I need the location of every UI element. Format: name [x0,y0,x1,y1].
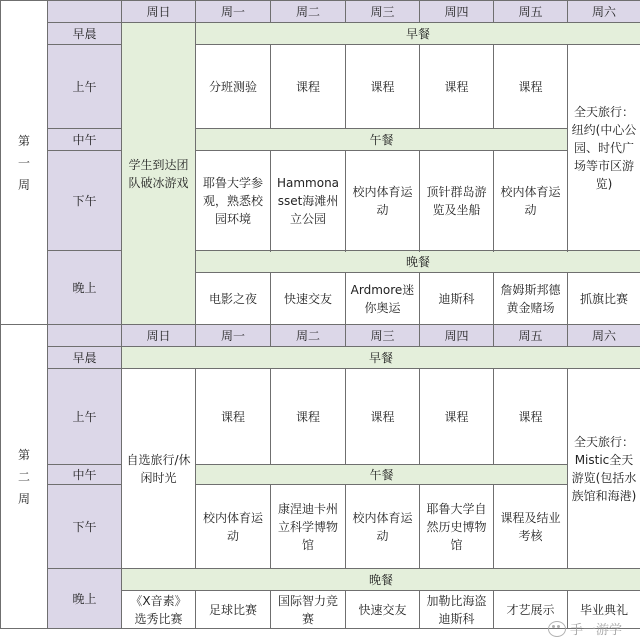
week2-eve-tue: 国际智力竞赛 [271,591,346,629]
week2-day-fri: 周五 [494,325,568,347]
week1-am-mon: 分班测验 [196,45,271,129]
week2-day-sat: 周六 [568,325,640,347]
week2-dinner: 晚餐 [122,569,640,591]
week2-label-text: 第二周 [17,447,30,506]
week1-pm-fri: 校内体育运动 [494,151,568,251]
week2-pm-wed: 校内体育运动 [346,485,420,569]
week1-saturday-trip: 全天旅行：纽约(中心公园、时代广场等市区游览) [568,45,640,251]
week1-period-evening: 晚上 [48,251,122,325]
week2-am-wed: 课程 [346,369,420,465]
week1-period-pm: 下午 [48,151,122,251]
week2-pm-fri: 课程及结业考核 [494,485,568,569]
watermark [548,619,622,638]
week2-day-thu: 周四 [420,325,494,347]
week1-label-text: 第一周 [17,133,30,192]
week1-am-fri: 课程 [494,45,568,129]
week2-eve-mon: 足球比赛 [196,591,271,629]
week2-pm-thu: 耶鲁大学自然历史博物馆 [420,485,494,569]
week2-eve-wed: 快速交友 [346,591,420,629]
week1-day-thu: 周四 [420,1,494,23]
week2-eve-thu: 加勒比海盗迪斯科 [420,591,494,629]
week1-day-tue: 周二 [271,1,346,23]
week1-sunday-activity: 学生到达团队破冰游戏 [122,23,196,325]
week2-period-noon: 中午 [48,465,122,485]
week1-am-tue: 课程 [271,45,346,129]
week1-eve-thu: 迪斯科 [420,273,494,325]
week1-label [1,1,48,325]
week2-day-sun: 周日 [122,325,196,347]
week2-eve-fri: 才艺展示 [494,591,568,629]
week2-corner [48,325,122,347]
week2-eve-sat: 毕业典礼 [568,591,640,629]
week1-am-wed: 课程 [346,45,420,129]
wechat-icon [548,621,566,637]
week2-period-morning: 早晨 [48,347,122,369]
week2-breakfast: 早餐 [122,347,640,369]
week1-period-noon: 中午 [48,129,122,151]
week1-eve-tue: 快速交友 [271,273,346,325]
week2-am-thu: 课程 [420,369,494,465]
week1-period-morning: 早晨 [48,23,122,45]
week1-eve-mon: 电影之夜 [196,273,271,325]
week1-pm-thu: 顶针群岛游览及坐船 [420,151,494,251]
week2-lunch: 午餐 [196,465,568,485]
week2-am-mon: 课程 [196,369,271,465]
week1-am-thu: 课程 [420,45,494,129]
watermark-text: 手一游学 [569,623,622,638]
week1-dinner: 晚餐 [196,251,640,273]
week1-eve-fri: 詹姆斯邦德黄金赌场 [494,273,568,325]
week1-day-fri: 周五 [494,1,568,23]
week2-period-am: 上午 [48,369,122,465]
week1-day-mon: 周一 [196,1,271,23]
week1-pm-tue: Hammonasset海滩州立公园 [271,151,346,251]
week1-day-sat: 周六 [568,1,640,23]
week2-period-evening: 晚上 [48,569,122,629]
week1-day-sun: 周日 [122,1,196,23]
week1-day-wed: 周三 [346,1,420,23]
week2-pm-mon: 校内体育运动 [196,485,271,569]
week1-corner [48,1,122,23]
week2-am-fri: 课程 [494,369,568,465]
week2-day-tue: 周二 [271,325,346,347]
week2-period-pm: 下午 [48,485,122,569]
week1-pm-mon: 耶鲁大学参观，熟悉校园环境 [196,151,271,251]
week2-eve-sun: 《X音素》选秀比赛 [122,591,196,629]
week2-pm-tue: 康涅迪卡州立科学博物馆 [271,485,346,569]
week1-pm-wed: 校内体育运动 [346,151,420,251]
week2-saturday-trip: 全天旅行：Mistic全天游览(包括水族馆和海港) [568,369,640,569]
week1-breakfast: 早餐 [196,23,640,45]
week2-day-mon: 周一 [196,325,271,347]
week1-period-am: 上午 [48,45,122,129]
week2-day-wed: 周三 [346,325,420,347]
week1-lunch: 午餐 [196,129,568,151]
week2-am-tue: 课程 [271,369,346,465]
week2-sunday-activity: 自选旅行/休闲时光 [122,369,196,569]
week2-label [1,325,48,629]
week1-eve-wed: Ardmore迷你奥运 [346,273,420,325]
week1-eve-sat: 抓旗比赛 [568,273,640,325]
